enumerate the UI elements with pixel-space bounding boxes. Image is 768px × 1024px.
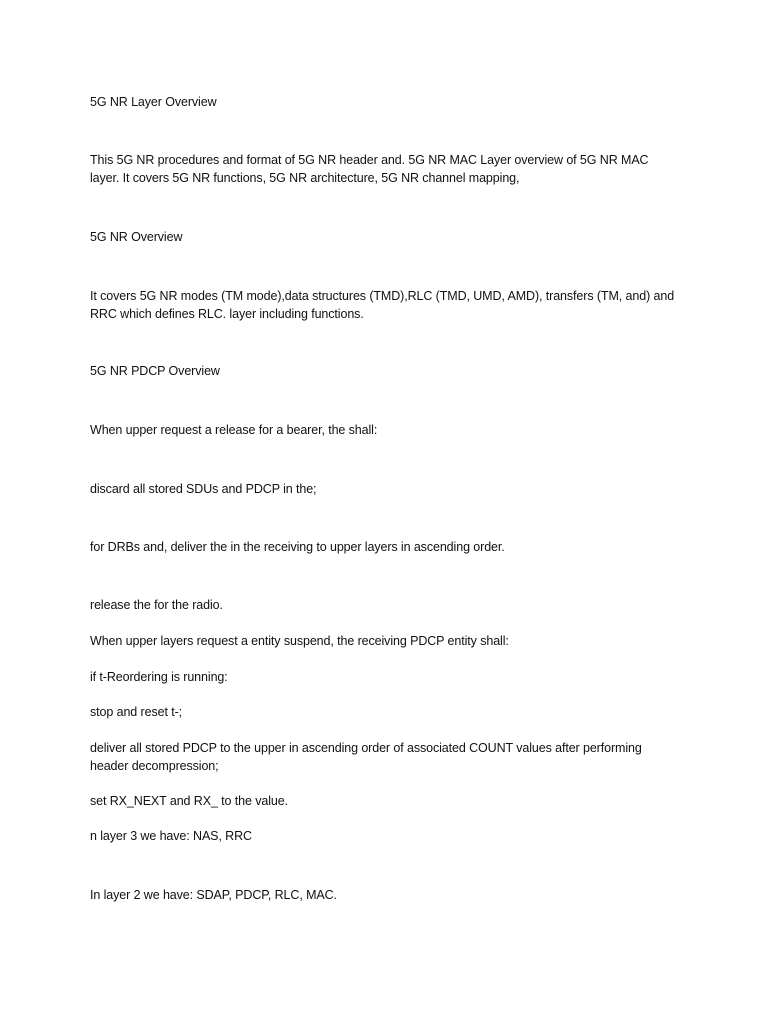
- text-upper-request-release: When upper request a release for a bearer, the shall:: [90, 423, 378, 437]
- text-deliver-stored-pdcp: deliver all stored PDCP to the upper in ascending order of associated COUNT values after performing header decompression;: [90, 741, 642, 773]
- text-t-reordering-running: if t-Reordering is running:: [90, 670, 228, 684]
- text-layer-2: In layer 2 we have: SDAP, PDCP, RLC, MAC.: [90, 888, 337, 902]
- text-release-for-radio: release the for the radio.: [90, 598, 223, 612]
- heading-5g-nr-overview: 5G NR Overview: [90, 230, 183, 244]
- paragraph-intro: This 5G NR procedures and format of 5G NR header and. 5G NR MAC Layer overview of 5G NR MAC layer. It covers 5G NR functions, 5G NR architecture, 5G NR channel mapping,: [90, 153, 649, 185]
- text-for-drbs-deliver: for DRBs and, deliver the in the receiving to upper layers in ascending order.: [90, 540, 505, 554]
- text-stop-reset: stop and reset t-;: [90, 705, 182, 719]
- text-layer-3: n layer 3 we have: NAS, RRC: [90, 829, 252, 843]
- heading-5g-nr-pdcp-overview: 5G NR PDCP Overview: [90, 364, 220, 378]
- paragraph-rlc-modes: It covers 5G NR modes (TM mode),data structures (TMD),RLC (TMD, UMD, AMD), transfers (TM, and) and RRC which defines RLC. layer including functions.: [90, 289, 675, 321]
- text-entity-suspend: When upper layers request a entity suspend, the receiving PDCP entity shall:: [90, 634, 509, 648]
- text-set-rx-next: set RX_NEXT and RX_ to the value.: [90, 794, 288, 808]
- heading-5g-nr-layer-overview: 5G NR Layer Overview: [90, 95, 217, 109]
- text-discard-stored-sdus: discard all stored SDUs and PDCP in the;: [90, 482, 317, 496]
